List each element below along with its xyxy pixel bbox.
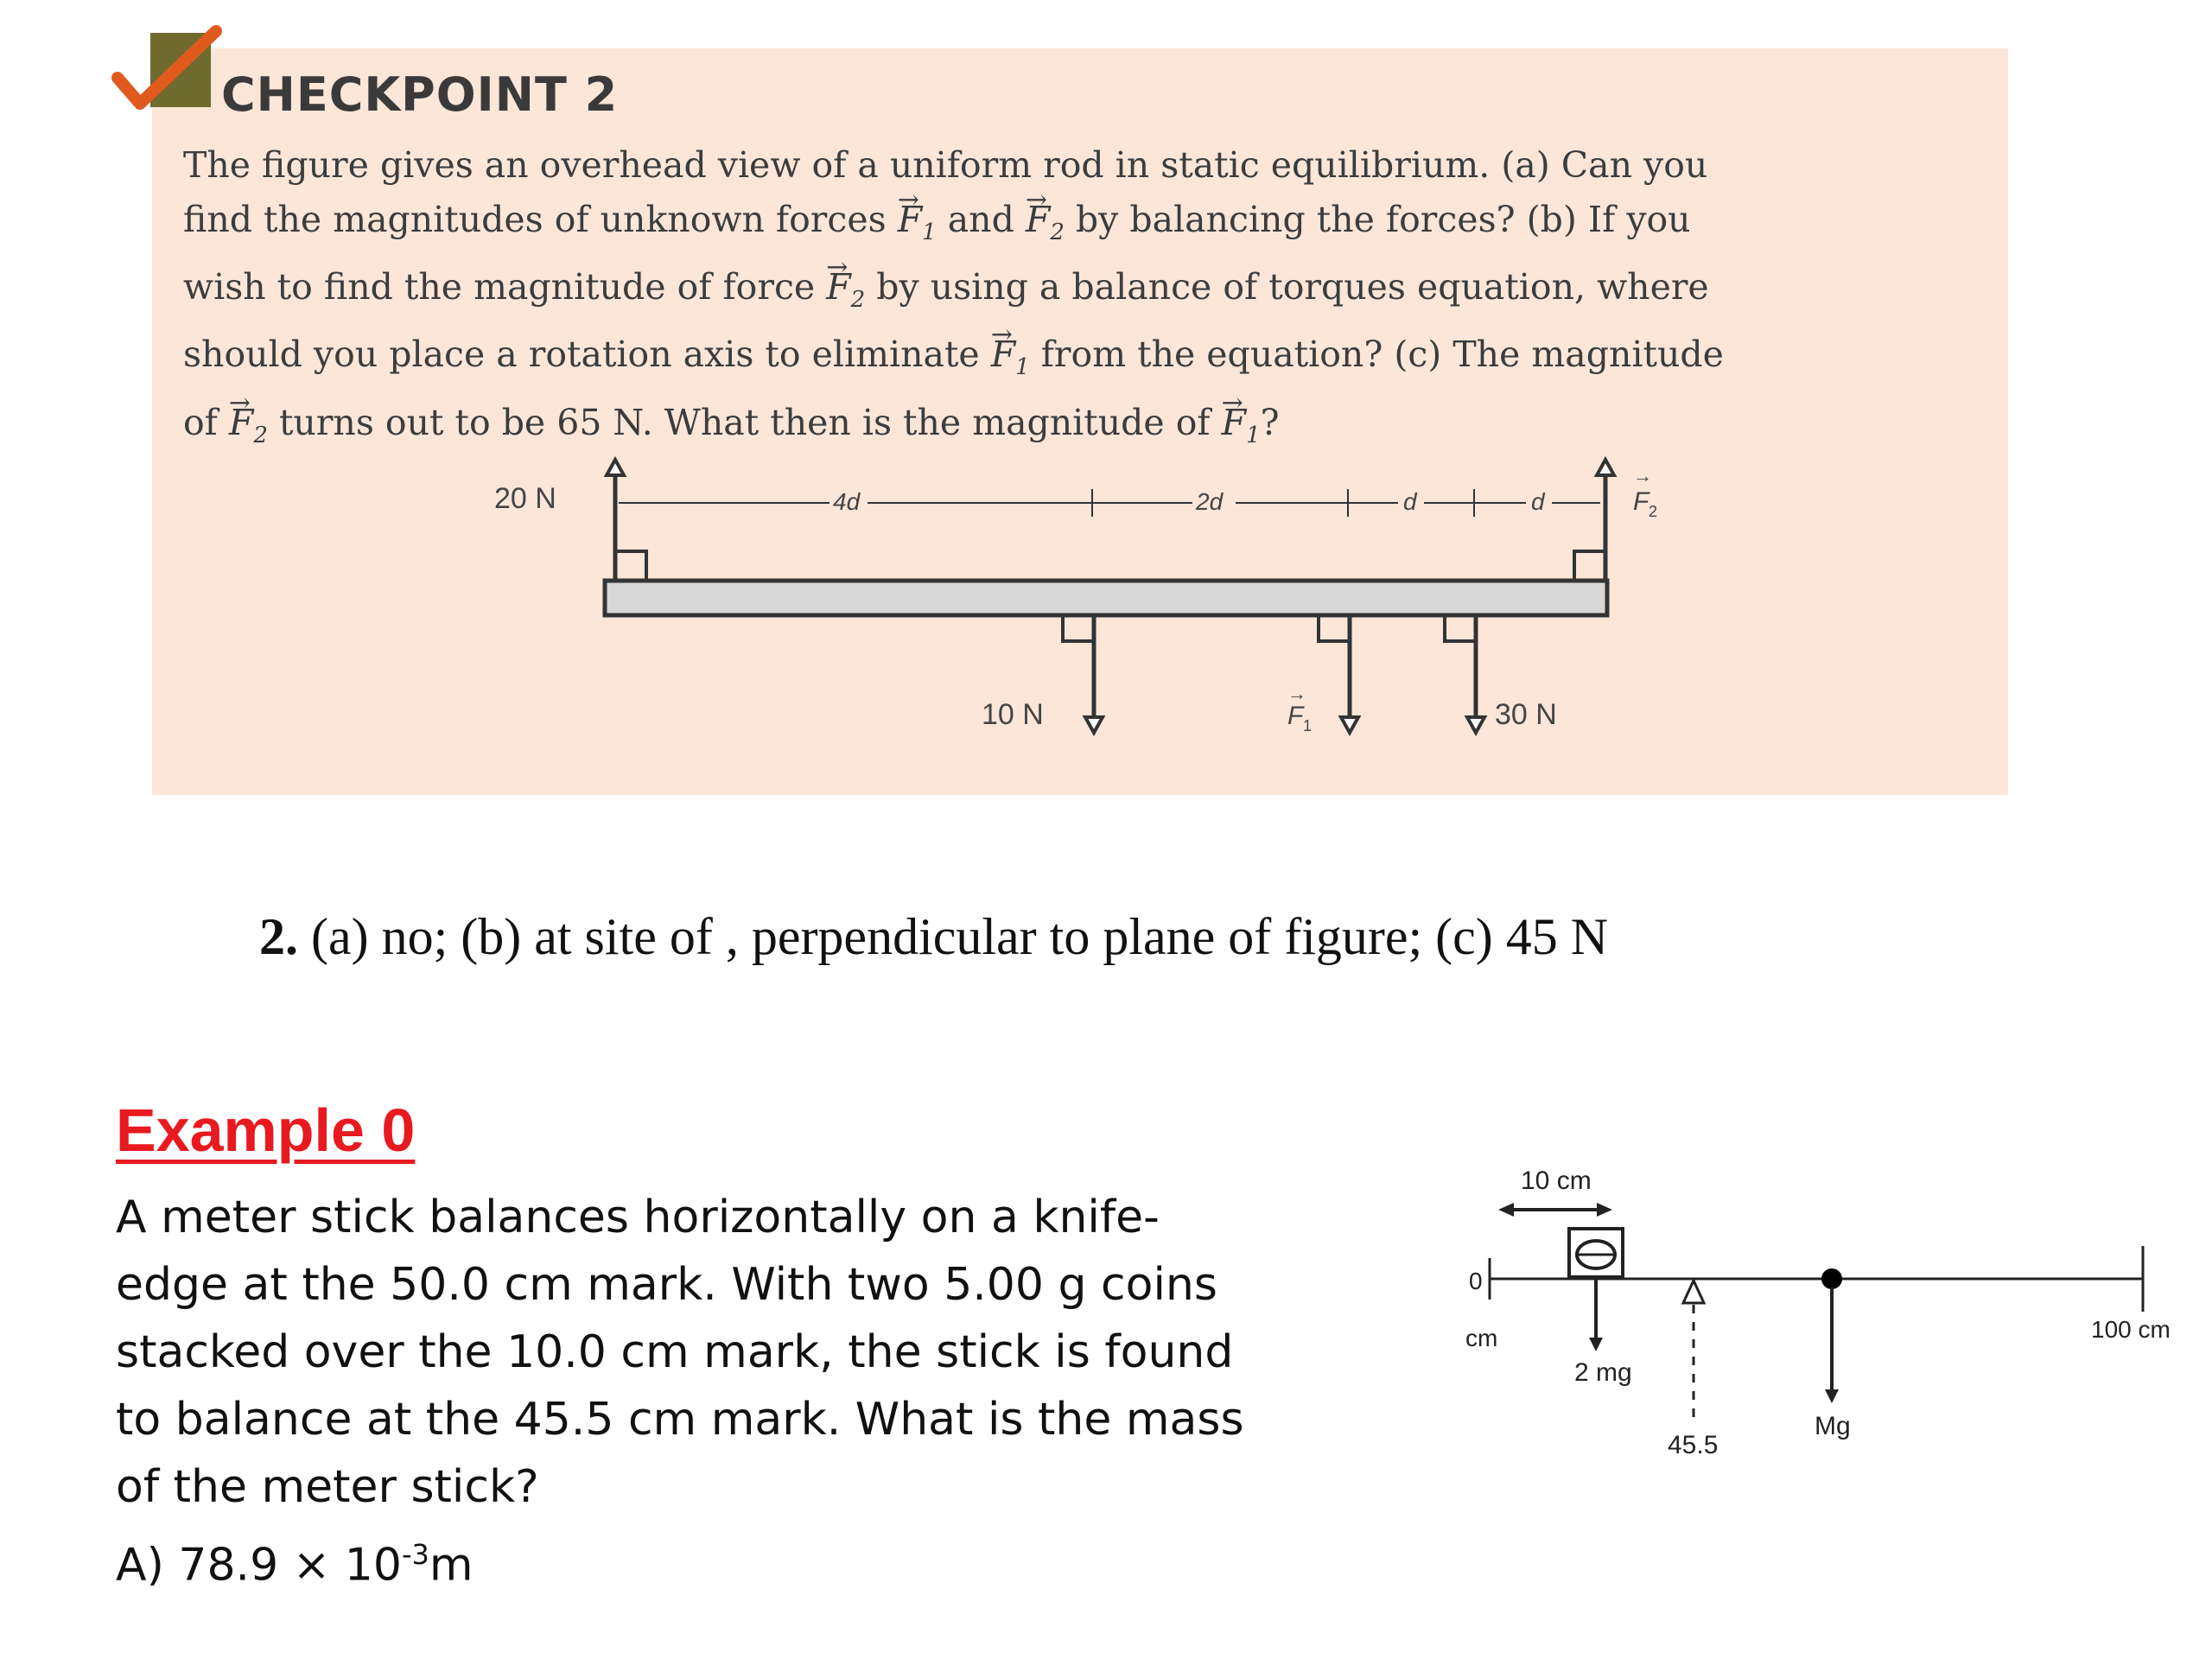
rod-figure <box>467 449 1711 752</box>
checkpoint-question <box>183 138 1980 463</box>
checkmark-icon <box>111 24 223 121</box>
vector-f2: → $F_2$ <box>826 266 865 308</box>
question-line-1: The figure gives an overhead view of a uniform rod in static equilibrium. (a) Can you <box>183 144 1708 186</box>
vector-f1: → $F_1$ <box>991 334 1030 375</box>
vector-f2: → $F_2$ <box>229 402 268 443</box>
meter-stick-diagram <box>1452 1149 2212 1469</box>
svg-text:2: 2 <box>1649 503 1658 520</box>
example-line-1: A meter stick balances horizontally on a knife- <box>116 1192 1160 1243</box>
example-question <box>116 1184 1274 1599</box>
question-line-4: should you place a rotation axis to eliminate → $F_1$ from the equation? (c) The magnitude <box>183 327 1980 395</box>
vector-f1: → $F_1$ <box>1222 402 1261 443</box>
pivot-icon <box>1683 1281 1704 1303</box>
force-30n-label: 30 N <box>1495 698 1557 731</box>
svg-text:F: F <box>1633 487 1649 516</box>
example-line-3: stacked over the 10.0 cm mark, the stick is found <box>116 1326 1234 1378</box>
svg-text:→: → <box>1633 465 1652 486</box>
question-line-5: of → $F_2$ turns out to be 65 N. What then is the magnitude of → $F_1$? <box>183 396 1980 463</box>
example-title: Example 0 <box>116 1096 416 1164</box>
example-line-4: to balance at the 45.5 cm mark. What is the mass <box>116 1394 1244 1446</box>
question-line-2: find the magnitudes of unknown forces → $F_1$ and → $F_2$ by balancing the forces? (b) If you <box>183 193 1980 260</box>
force-f1-label <box>1287 683 1312 734</box>
question-line-3: wish to find the magnitude of force → $F_2$ by using a balance of torques equation, where <box>183 260 1980 327</box>
rod <box>605 581 1607 615</box>
svg-text:F: F <box>1287 702 1304 730</box>
force-f2-label <box>1633 465 1657 520</box>
center-of-mass-dot <box>1821 1268 1842 1289</box>
seg-2d-label: 2d <box>1196 488 1224 515</box>
example-answer: A) $78.9 \times 10^{-3}m$ <box>116 1538 474 1592</box>
seg-d1-label: d <box>1403 488 1417 515</box>
answer-line: 2. (a) no; (b) at site of , perpendicular to plane of figure; (c) 45 N <box>259 908 1609 965</box>
pivot-label: 45.5 <box>1668 1431 1719 1459</box>
svg-text:→: → <box>1287 683 1306 704</box>
vector-f2: → $F_2$ <box>1026 199 1065 240</box>
hundred-label: 100 cm <box>2091 1316 2171 1343</box>
vector-f1: → $F_1$ <box>898 199 937 240</box>
dist-label: 10 cm <box>1521 1166 1592 1195</box>
coins-weight-label: 2 mg <box>1574 1358 1632 1387</box>
example-line-2: edge at the 50.0 cm mark. With two 5.00 g coins <box>116 1259 1217 1311</box>
cm-label: cm <box>1465 1325 1498 1351</box>
force-10n-label: 10 N <box>982 698 1044 731</box>
svg-text:1: 1 <box>1303 717 1313 734</box>
zero-label: 0 <box>1469 1268 1483 1294</box>
stick-weight-label: Mg <box>1815 1412 1851 1440</box>
seg-4d-label: 4d <box>833 488 861 515</box>
checkpoint-title: CHECKPOINT 2 <box>221 67 619 122</box>
example-line-5: of the meter stick? <box>116 1461 539 1513</box>
force-20n-label: 20 N <box>494 482 556 515</box>
seg-d2-label: d <box>1531 488 1545 515</box>
